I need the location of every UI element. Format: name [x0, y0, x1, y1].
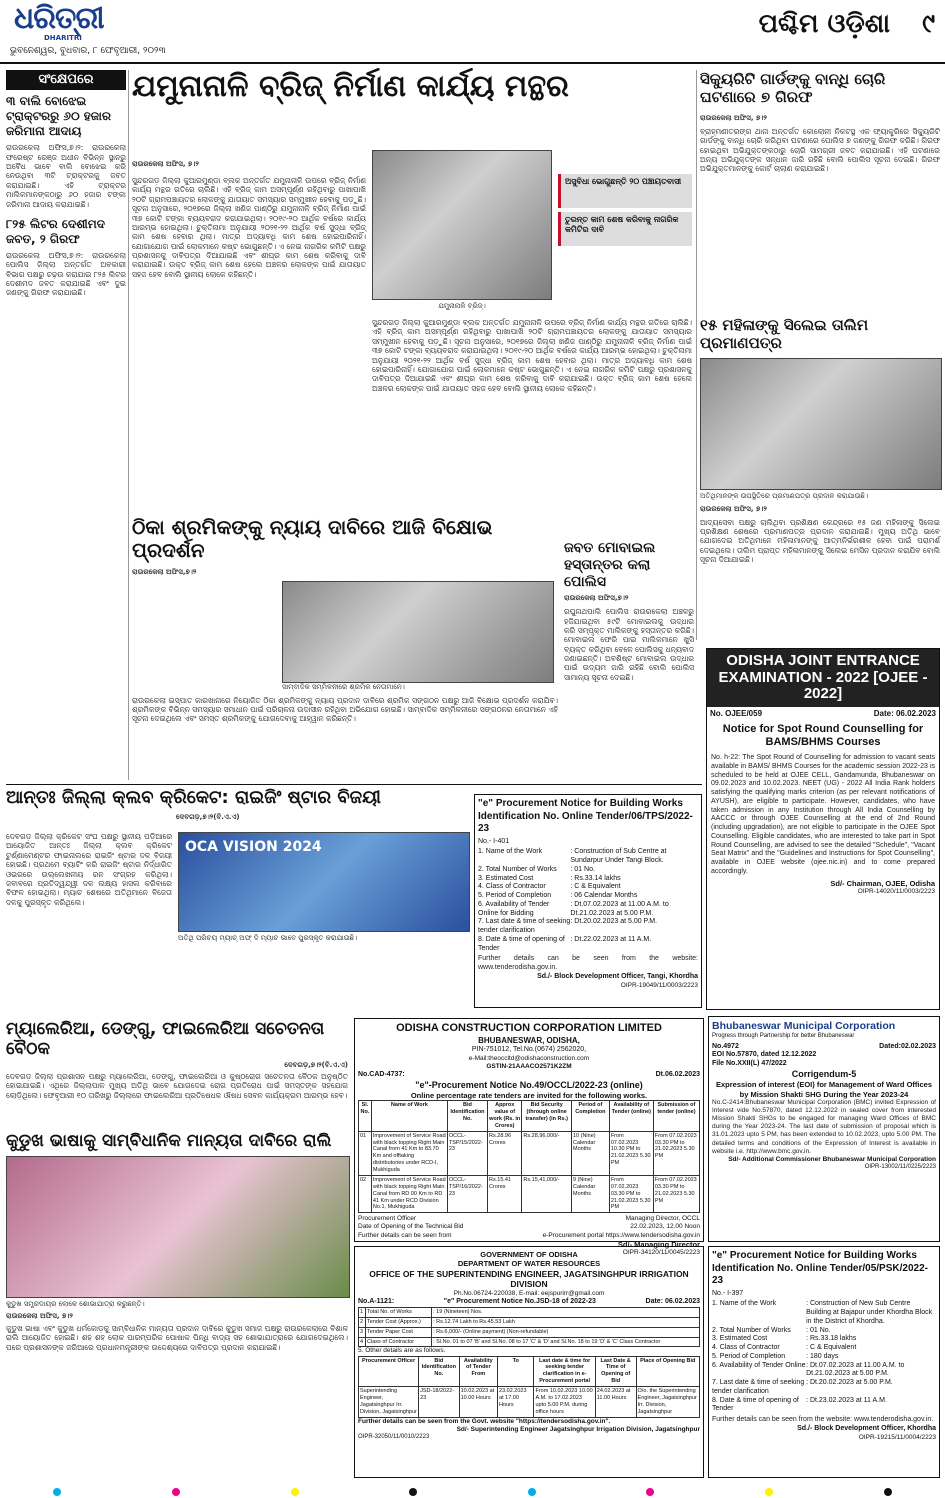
wr-notice-title: "e" Procurement Notice No.JSD-18 of 2022-23 — [443, 1298, 596, 1306]
occl-header-cell: Approx value of work (Rs. in Crores) — [488, 1101, 522, 1132]
bajapur-title: "e" Procurement Notice for Building Works Identification No. Online Tender/05/PSK/2022-23 — [712, 1250, 928, 1286]
wr-detail-cell: 24.02.2023 at 11.00 Hours — [595, 1387, 636, 1418]
cricket-banner: OCA VISION 2024 — [185, 839, 322, 855]
training-headline: ୧୫ ମହିଳାଙ୍କୁ ସିଲେଇ ତାଲିମ ପ୍ରମାଣପତ୍ର — [700, 316, 869, 352]
occl-header-cell: Period of Completion — [571, 1101, 609, 1132]
bmc-number: No.4972 — [712, 1042, 739, 1050]
bajapur-row-value: : 01 No. — [806, 1326, 831, 1334]
ojee-notice — [706, 648, 940, 1010]
workers-story — [132, 516, 558, 776]
page-number: ୯ — [922, 9, 935, 39]
bajapur-row-value: : Dt.07.02.2023 at 11.00 A.M. to Dt.21.02.2023 at 5.00 P.M. — [806, 1361, 905, 1378]
tangi-row-key: 6. Availability of Tender Online for Bidding — [478, 900, 550, 917]
registration-marks — [0, 1486, 945, 1498]
column-rule-2 — [696, 70, 697, 640]
bajapur-row-value: : Dt.23.02.2023 at 11 A.M. — [806, 1396, 887, 1404]
occl-table-row — [359, 1175, 700, 1212]
ojee-body: No. h-22: The Spot Round of Counselling for admission to vacant seats available in BAMS/ BHMS Courses for the academic session 2022-23 is scheduled to be held at OJEE CELL, Gandamunda, Bhubaneswar on 09.02.2023 and 10.02.2023. NEET (UG) - 2022 All India Rank holders satisfying the qualifying marks criterion (as per relevant notifications of AYUSH), are eligible to participate. However, candidates, who have taken admission in any Institution through All India Counselling by AACCC or through OJEE Counselling at the end of 2nd Round (including upgradation), are not eligible to participate in the OJEE Spot Counselling. Eligible candidates, who are interested to take part in Spot Round Counselling, are advised to see the detailed "Schedule", "Vacant Seat Matrix" and the "Guidelines and Instructions for Spot Counselling", available in OJEE website (ojee.nic.in) and to come prepared accordingly. — [711, 754, 935, 875]
wr-notice — [354, 1246, 704, 1478]
occl-table-cell: Improvement of Service Road with black topping Right Main Canal from 41 Km to 83.70 Km and offtaking distributories under RCD-I, Mukhiguda — [371, 1131, 447, 1175]
mobile-headline: ଜବତ ମୋବାଇଲ ହସ୍ତାନ୍ତର କଲା ପୋଲିସ — [564, 540, 656, 590]
occl-foot-6: e-Procurement portal https://www.tendersodisha.gov.in — [542, 1231, 700, 1239]
bajapur-row — [712, 1362, 936, 1380]
tangi-row — [478, 866, 698, 875]
occl-address: PIN-751012, Tel.No.(0674) 2562020, — [471, 1045, 587, 1053]
tangi-row — [478, 918, 698, 936]
wr-header-cell: Last Date & Time of Opening of Bid — [595, 1356, 636, 1387]
occl-sign: Sd/- Managing Director — [617, 1239, 700, 1249]
kurukh-story — [6, 1132, 348, 1484]
logo-subtitle: DHARITRI — [44, 34, 82, 42]
occl-city: BHUBANESWAR, ODISHA, — [478, 1035, 580, 1045]
reg-dot-black — [409, 1488, 417, 1496]
tangi-sign: Sd./- Block Development Officer, Tangi, Khordha — [537, 972, 698, 980]
tangi-row-key: 7. Last date & time of seeking tender clarification — [478, 918, 571, 934]
ojee-sign: Sd/- Chairman, OJEE, Odisha — [830, 878, 935, 888]
section-title: ପଶ୍ଚିମ ଓଡ଼ିଶା — [758, 9, 890, 39]
occl-table-cell: From 07.02.2023 03.30 PM to 21.02.2023 5.30 PM — [653, 1175, 699, 1212]
occl-table-cell: Rs.15,41,000/- — [522, 1175, 572, 1212]
reg-dot-yellow-2 — [765, 1488, 773, 1496]
ojee-number: No. OJEE/059 — [710, 708, 763, 718]
ojee-date: Date: 06.02.2023 — [873, 708, 936, 718]
wr-summary-table — [358, 1307, 700, 1348]
wr-summary-cell: 1 — [359, 1307, 366, 1317]
kurukh-body: କୁଡୁଖ ଭାଷା ଏବଂ କୁଡୁଖ ଧର୍ମକୋଡ଼କୁ ସାମ୍ବିଧାନିକ ମାନ୍ୟତା ପ୍ରଦାନ ଦାବିରେ କୁଡୁଖ ସମାଜ ପକ୍ଷରୁ ରାଉରକେଲାରେ ବିଶାଳ ରାଲି ଆୟୋଜିତ ହୋଇଛି। ଶହ ଶହ ଲୋକ ପାରମ୍ପରିକ ପୋଷାକ ପିନ୍ଧି ବାଦ୍ୟ ସହ ଶୋଭାଯାତ୍ରାରେ ଯୋଗଦେଇଥିଲେ। ପରେ ପ୍ରଶାସନଙ୍କ ଜରିଆରେ ପ୍ରଧାନମନ୍ତ୍ରୀଙ୍କ ଉଦ୍ଦେଶ୍ୟରେ ଦାବିପତ୍ର ପ୍ରଦାନ କରାଯାଇଛି। — [6, 1324, 348, 1352]
wr-summary-cell: : Sl.No. 01 to 07 'B' and Sl.No. 08 to 17 'C' & 'D' and Sl.No. 18 to 19 'D' & 'C' Class Contractor — [432, 1337, 700, 1347]
kurukh-headline: କୁଡୁଖ ଭାଷାକୁ ସାମ୍ବିଧାନିକ ମାନ୍ୟତା ଦାବିରେ ରାଲି — [6, 1131, 332, 1151]
bajapur-row-key: 4. Class of Contractor — [712, 1344, 780, 1351]
malaria-byline: ଦେବଗଡ଼,୭।୨(ବି.ଏ.ଏ) — [284, 1061, 348, 1070]
wr-header-cell: Bid Identification No. — [419, 1356, 460, 1387]
brief-body-1: ରାଉରକେଲା ଅଫିସ,୭।୨: ରାଉରକେଲା ଫରେଷ୍ଟ ରେଞ୍ଜ ଅଧୀନ ବିଭିନ୍ନ ସ୍ଥାନରୁ ଅବୈଧ ଭାବେ ବାଲି ବୋଝେଇ କରି ନେଉଥିବା ୩ଟି ଟ୍ରାକ୍ଟରକୁ ଜବତ କରାଯାଇଛି। ଏହି ଟ୍ରାକ୍ଟର ମାଲିକମାନଙ୍କଠାରୁ ୬୦ ହଜାର ଟଙ୍କା ଜରିମାନା ଆଦାୟ କରାଯାଇଛି। — [6, 143, 126, 209]
malaria-story — [6, 1020, 348, 1130]
occl-foot-5: Further details can be seen from — [358, 1231, 452, 1239]
reg-dot-cyan — [53, 1488, 61, 1496]
occl-table-cell: Improvement of Service Road with black topping Right Main Canal from RD 00 Km to RD 41 Km under RCD Division No.1, Mukhiguda — [371, 1175, 447, 1212]
occl-title: ODISHA CONSTRUCTION CORPORATION LIMITED — [396, 1022, 662, 1034]
ojee-code: OIPR-14020/11/0003/2223 — [857, 887, 935, 895]
kurukh-byline: ରାଉରକେଲା ଅଫିସ, ୭।୨ — [6, 1312, 73, 1321]
wr-summary-cell: : 19 (Nineteen) Nos. — [432, 1307, 700, 1317]
wr-summary-row — [359, 1317, 700, 1327]
training-story — [700, 316, 940, 644]
lead-point-2: ତୁରନ୍ତ କାମ ଶେଷ କରିବାକୁ ନାଗରିକ କମିଟିର ଦାବି — [558, 212, 692, 246]
bajapur-row — [712, 1335, 936, 1344]
occl-foot-3: Date of Opening of the Technical Bid — [358, 1223, 464, 1231]
bajapur-code: OIPR-19215/11/0004/2223 — [858, 1433, 936, 1441]
occl-notice-title: "e"-Procurement Notice No.49/OCCL/2022-23 (online) — [415, 1079, 643, 1090]
occl-header-cell: Sl. No. — [359, 1101, 372, 1132]
tangi-row — [478, 892, 698, 901]
wr-footer: Further details can be seen from the Govt. website "https://tendersodisha.gov.in". — [358, 1417, 611, 1425]
occl-header-cell: Submission of tender (online) — [653, 1101, 699, 1132]
column-rule-1 — [128, 70, 129, 780]
lead-byline: ରାଉରକେଲା ଅଫିସ, ୭।୨ — [132, 160, 199, 168]
workers-byline: ରାଉରକେଲା ଅଫିସ,୭।୨ — [132, 568, 197, 576]
tangi-title: "e" Procurement Notice for Building Works Identification No. Online Tender/06/TPS/2022-23 — [478, 798, 693, 834]
cricket-story — [6, 788, 470, 1016]
tangi-row-value: : C & Equivalent — [570, 883, 621, 891]
wr-header-cell: Availability of Tender From — [459, 1356, 497, 1387]
wr-summary-row — [359, 1327, 700, 1337]
tangi-row-key: 3. Estimated Cost — [478, 874, 534, 882]
bajapur-row-key: 5. Period of Completion — [712, 1352, 786, 1360]
occl-table-cell: 02 — [359, 1175, 372, 1212]
bajapur-number: No.- I-397 — [712, 1289, 744, 1297]
brief-body-2: ରାଉରକେଲା ଅଫିସ,୭।୨: ରାଉରକେଲା ପୋଲିସ ଜିଲ୍ଲା ଅନ୍ତର୍ଗତ ଅବକାରୀ ବିଭାଗ ପକ୍ଷରୁ ଚଢ଼ଉ କରାଯାଇ ୮୨୫ ଲିଟର ଦେଶୀମଦ ଜବତ କରାଯାଇଛି ଏବଂ ଦୁଇ ଜଣଙ୍କୁ ଗିରଫ କରାଯାଇଛି। — [6, 250, 126, 298]
wr-summary-cell: 4 — [359, 1337, 366, 1347]
reg-dot-magenta-2 — [646, 1488, 654, 1496]
tangi-footer: Further details can be seen from the website: www.tenderodisha.gov.in. — [478, 955, 698, 971]
occl-table-cell: From 07.02.2023 03.30 PM to 21.02.2023 5.30 PM — [653, 1131, 699, 1175]
cricket-photo — [178, 832, 470, 932]
wr-header-cell: To — [498, 1356, 534, 1387]
masthead-rule — [0, 62, 945, 64]
mobile-body: ରଘୁନାଥପାଲି ପୋଲିସ ରାଉରକେଲା ଅଞ୍ଚଳରୁ ହଜିଯାଇଥିବା ୫୯ଟି ମୋବାଇଲକୁ ଉଦ୍ଧାର କରି ସମ୍ପୃକ୍ତ ମାଲିକଙ୍କୁ ହସ୍ତାନ୍ତର କରିଛି। ମୋବାଇଲ ଫେରି ପାଇ ମାଲିକମାନେ ଖୁସି ବ୍ୟକ୍ତ କରିଥିବା ବେଳେ ପୋଲିସକୁ ଧନ୍ୟବାଦ ଜଣାଇଛନ୍ତି। ଅବଶିଷ୍ଟ ମୋବାଇଲ ଉଦ୍ଧାର ପାଇଁ ଉଦ୍ୟମ ଜାରି ରହିଛି ବୋଲି ପୋଲିସ ସାମାନ୍ୟ ସୂଚନା ଦେଇଛି। — [564, 607, 694, 682]
training-caption: ଅତିଥିମାନଙ୍କ ଉପସ୍ଥିତିରେ ପ୍ରମାଣପତ୍ର ପ୍ରଦାନ କରାଯାଉଛି। — [700, 492, 868, 500]
bajapur-row-key: 2. Total Number of Works — [712, 1326, 791, 1334]
occl-email: e-Mail:theoccltd@odishaconstruction.com — [468, 1054, 590, 1062]
occl-date: Dt.06.02.2023 — [655, 1070, 700, 1078]
tangi-row — [478, 848, 698, 866]
masthead — [0, 0, 945, 64]
workers-caption: ସାମ୍ବାଦିକ ସମ୍ମିଳନୀରେ ଶ୍ରମିକ ନେତାମାନେ। — [282, 682, 405, 691]
bajapur-footer: Further details can be seen from the website: www.tenderodisha.gov.in. — [712, 1416, 934, 1423]
security-body: ବ୍ରାହ୍ମଣୀତରଙ୍ଗ ଥାନା ଅନ୍ତର୍ଗତ କୋଲୋନୀ ନିକଟସ୍ଥ ଏକ ଫ୍ୟାକ୍ଟ୍ରିରେ ସିକ୍ୟୁରିଟି ଗାର୍ଡଙ୍କୁ ବାନ୍ଧି ଚୋରି କରିଥିବା ଘଟଣାରେ ପୋଲିସ ୭ ଜଣଙ୍କୁ ଗିରଫ କରିଛି। ଗିରଫ ହୋଇଥିବା ଅଭିଯୁକ୍ତଙ୍କଠାରୁ ଚୋରି ସାମଗ୍ରୀ ଜବତ କରାଯାଇଛି। ଏହି ଘଟଣାରେ ଅନ୍ୟ ଅଭିଯୁକ୍ତଙ୍କ ସନ୍ଧାନ ଜାରି ରହିଛି ବୋଲି ପୋଲିସ ସୂଚନା ଦେଇଛି। ଗିରଫ ଅଭିଯୁକ୍ତମାନଙ୍କୁ କୋର୍ଟ ଚାଲାଣ କରାଯାଇଛି। — [700, 126, 940, 174]
occl-table-cell: From 07.02.2023 03.30 PM to 21.02.2023 5.30 PM — [609, 1175, 653, 1212]
bmc-file: File No.XXII(L) 47/2022 — [712, 1060, 787, 1068]
brief-label: ସଂକ୍ଷେପରେ — [6, 70, 126, 90]
tangi-row-key: 4. Class of Contractor — [478, 883, 546, 891]
bajapur-notice — [708, 1246, 940, 1478]
occl-table-cell: Rs.15.41 Crores — [488, 1175, 522, 1212]
section-rule-1 — [6, 784, 702, 785]
kurukh-caption: କୁଡୁଖ ସମ୍ପ୍ରଦାୟର ଲୋକେ ଶୋଭାଯାତ୍ରା କରୁଛନ୍ତି। — [6, 1299, 145, 1308]
bmc-dated: Dated:02.02.2023 — [879, 1042, 936, 1050]
occl-table-cell: From 07.02.2023 10.30 PM to 21.02.2023 5.30 PM — [609, 1131, 653, 1175]
occl-subtitle: Online percentage rate tenders are invited for the following works. — [410, 1090, 648, 1100]
bmc-body: No.C-2414:Bhubaneswar Municipal Corporation (BMC) invited Expression of Interest vide No.57870, dated 12.12.2022 in sealed cover from interested Mission Shakti SHGs to be engaged for managing Ward Offices of BMC during the Year 2023-24. The last date of submission of proposal which is 31.01.2023 upto 5 PM, has been extended to 10.02.2023, upto 5.00 PM. The detailed terms and conditions of the Expression of Interest is available in website i.e. http://www.bmc.gov.in. — [712, 1098, 936, 1155]
occl-gst: GSTIN-21AAACO2571K2ZM — [486, 1062, 572, 1070]
bmc-corrigendum: Corrigendum-5 — [791, 1068, 857, 1079]
occl-table-row — [359, 1131, 700, 1175]
wr-detail-cell: O/o. the Superintending Engineer, Jagatsinghpur Irr. Division, Jagatsinghpur — [636, 1387, 699, 1418]
wr-summary-cell: : Rs.6,000/- (Online payment) (Non-refundable) — [432, 1327, 700, 1337]
wr-detail-table — [358, 1356, 700, 1418]
tangi-row — [478, 901, 698, 919]
tangi-row — [478, 875, 698, 884]
wr-summary-cell: Tender Paper Cost — [366, 1327, 432, 1337]
occl-foot-2: Managing Director, OCCL — [625, 1215, 700, 1223]
wr-summary-row — [359, 1337, 700, 1347]
training-body: ଆଦ୍ୟସେବା ପକ୍ଷରୁ ଚାଲିଥିବା ପ୍ରଶିକ୍ଷଣ କେନ୍ଦ୍ରରେ ୧୫ ଜଣ ମହିଳାଙ୍କୁ ସିଲେଇ ପ୍ରଶିକ୍ଷଣ ଶେଷରେ ପ୍ରମାଣପତ୍ର ପ୍ରଦାନ କରାଯାଇଛି। ମୁଖ୍ୟ ଅତିଥି ଭାବେ ଯୋଗଦେଇ ଅତିଥିମାନେ ମହିଳାମାନଙ୍କୁ ଆତ୍ମନିର୍ଭରଶୀଳ ହେବା ପାଇଁ ପରାମର୍ଶ ଦେଇଥିଲେ। ତାଲିମ ପ୍ରାପ୍ତ ମହିଳାମାନଙ୍କୁ ସିଲେଇ ମେସିନ ପ୍ରଦାନ କରାଯିବ ବୋଲି ସୂଚନା ଦିଆଯାଇଛି। — [700, 517, 940, 564]
occl-header-cell: Availability of Tender (online) — [609, 1101, 653, 1132]
ojee-title: ODISHA JOINT ENTRANCE EXAMINATION - 2022 [OJEE - 2022] — [707, 649, 939, 707]
training-photo — [700, 358, 942, 490]
wr-detail-cell: Superintending Engineer, Jagatsinghpur Irr. Division, Jagatsinghpur — [359, 1387, 419, 1418]
reg-dot-black-2 — [884, 1488, 892, 1496]
tangi-notice — [474, 794, 702, 1008]
reg-dot-yellow — [291, 1488, 299, 1496]
tangi-row-key: 1. Name of the Work — [478, 848, 543, 856]
brief-headline-2: ୮୨୫ ଲିଟର ଦେଶୀମଦ ଜବତ, ୨ ଗିରଫ — [6, 216, 105, 246]
cricket-body: ଦେବଗଡ଼ ଜିଲ୍ଲା କ୍ରିକେଟ ସଂଘ ପକ୍ଷରୁ ସ୍ଥାନୀୟ ପଡ଼ିଆରେ ଆୟୋଜିତ ଆନ୍ତଃ ଜିଲ୍ଲା କ୍ଲବ କ୍ରିକେଟ ଟୁର୍ଣ୍ଣାମେଣ୍ଟର ଫାଇନାଲରେ ରାଇଜିଂ ଷ୍ଟାର ଦଳ ବିଜୟୀ ହୋଇଛି। ପ୍ରଥମେ ବ୍ୟାଟିଂ କରି ରାଇଜିଂ ଷ୍ଟାର ନିର୍ଦ୍ଧାରିତ ଓଭରରେ ଉଲ୍ଲେଖନୀୟ ରନ ସଂଗ୍ରହ କରିଥିଲା। ଜବାବରେ ପ୍ରତିଦ୍ୱନ୍ଦ୍ୱୀ ଦଳ ଲକ୍ଷ୍ୟ ହାସଲ କରିବାରେ ବିଫଳ ହୋଇଥିଲା। ମ୍ୟାଚ ଶେଷରେ ଅତିଥିମାନେ ବିଜେତା ଦଳକୁ ପୁରସ୍କୃତ କରିଥିଲେ। — [6, 832, 172, 907]
wr-summary-row — [359, 1307, 700, 1317]
bajapur-row-key: 7. Last date & time of seeking tender clarification — [712, 1379, 805, 1395]
workers-photo — [282, 581, 554, 683]
tangi-row-value: : Dt.22.02.2023 at 11 A.M. — [570, 935, 652, 943]
ojee-notice-title: Notice for Spot Round Counselling for BAMS/BHMS Courses — [722, 722, 924, 749]
reg-dot-magenta — [172, 1488, 180, 1496]
tangi-number: No.- I-401 — [478, 837, 510, 845]
occl-foot-1: Procurement Officer — [358, 1215, 417, 1223]
occl-table-cell: 10 (Nine) Calendar Months — [571, 1131, 609, 1175]
tangi-rows — [478, 848, 698, 953]
bmc-code: OIPR-13002/11/0225/2223 — [864, 1163, 936, 1170]
cricket-headline: ଆନ୍ତଃ ଜିଲ୍ଲା କ୍ଲବ କ୍ରିକେଟ: ରାଇଜିଂ ଷ୍ଟାର ବିଜୟୀ — [6, 787, 381, 808]
wr-office: OFFICE OF THE SUPERINTENDING ENGINEER, JAGATSINGHPUR IRRIGATION DIVISION — [369, 1268, 689, 1290]
tangi-row-key: 8. Date & time of opening of Tender — [478, 935, 565, 952]
wr-summary-cell: 2 — [359, 1317, 366, 1327]
occl-table-cell: OCCL-TSP/16/2022-23 — [447, 1175, 487, 1212]
wr-summary-cell: Total No. of Works — [366, 1307, 432, 1317]
bajapur-row-key: 3. Estimated Cost — [712, 1335, 768, 1343]
bajapur-rows — [712, 1300, 936, 1414]
lead-photo-caption: ଯମୁନାନାଳି ବ୍ରିଜ୍। — [438, 302, 486, 310]
tangi-row-value: : Construction of Sub Centre at Sundarpur Under Tangi Block. — [570, 848, 667, 864]
lead-point-1: ଅସୁବିଧା ଭୋଗୁଛନ୍ତି ୨୦ ପଞ୍ଚାୟତବାସୀ — [558, 174, 692, 208]
wr-detail-cell: From 10.02.2023 10.00 A.M. to 17.02.2023 upto 5.00 P.M. during office hours — [534, 1387, 595, 1418]
wr-detail-cell: 10.02.2023 at 10.00 Hours — [459, 1387, 497, 1418]
tangi-row-key: 2. Total Number of Works — [478, 865, 557, 873]
tangi-row-value: : Dt.20.02.2023 at 5.00 P.M. — [570, 918, 658, 926]
wr-summary-cell: Class of Contractor — [366, 1337, 432, 1347]
bmc-sign: Sd/- Additional Commissioner Bhubaneswar Municipal Corporation — [728, 1155, 936, 1163]
wr-contact: Ph.No.06724-220038, E-mail: eejspurirr@gmail.com — [453, 1290, 605, 1297]
mobile-byline: ରାଉରକେଲା ଅଫିସ,୭।୨ — [564, 594, 629, 603]
workers-headline: ଠିକା ଶ୍ରମିକଙ୍କୁ ନ୍ୟାୟ ଦାବିରେ ଆଜି ବିକ୍ଷୋଭ ପ୍ରଦର୍ଶନ — [132, 515, 493, 562]
occl-table-cell: 9 (Nine) Calendar Months — [571, 1175, 609, 1212]
bmc-subject: Expression of interest (EOI) for Management of Ward Offices by Mission Shakti SHG During the Year 2023-24 — [715, 1080, 932, 1099]
tangi-row-value: : Dt.07.02.2023 at 11.00 A.M. to Dt.21.02.2023 at 5.00 P.M. — [570, 900, 669, 917]
wr-date: Date: 06.02.2023 — [645, 1298, 700, 1306]
bmc-notice — [708, 1016, 940, 1242]
bajapur-row — [712, 1397, 936, 1415]
occl-header-cell: Name of Work — [371, 1101, 447, 1132]
occl-header-cell: Bid Security (through online transfer) (in Rs.) — [522, 1101, 572, 1132]
bajapur-row — [712, 1353, 936, 1362]
reg-dot-cyan-2 — [528, 1488, 536, 1496]
occl-header-cell: Bid Identification No. — [447, 1101, 487, 1132]
dateline: ଭୁବନେଶ୍ୱର, ବୁଧବାର, ୮ ଫେବୃଆରୀ, ୨୦୨୩ — [10, 46, 166, 56]
tangi-row — [478, 936, 698, 954]
bajapur-sign: Sd./- Block Development Officer, Khordha — [797, 1424, 936, 1432]
wr-other: 5. Other details are as follows. — [358, 1347, 446, 1355]
newspaper-logo: ଧରିତ୍ରୀ — [14, 1, 104, 36]
bajapur-row — [712, 1300, 936, 1326]
bmc-title: Bhubaneswar Municipal Corporation — [712, 1020, 896, 1032]
bajapur-row-key: 8. Date & time of opening of Tender — [712, 1396, 799, 1413]
occl-table — [358, 1100, 700, 1213]
occl-table-cell: Rs.28,96,000/- — [522, 1131, 572, 1175]
tangi-row-value: : 01 No. — [570, 865, 595, 873]
bajapur-row — [712, 1327, 936, 1336]
wr-summary-cell: : Rs.12.74 Lakh to Rs.45.53 Lakh — [432, 1317, 700, 1327]
lead-photo — [372, 150, 552, 300]
brief-column — [6, 70, 126, 790]
wr-detail-cell: JSD-18/2022-23 — [419, 1387, 460, 1418]
lead-headline: ଯମୁନାନାଳି ବ୍ରିଜ୍ ନିର୍ମାଣ କାର୍ଯ୍ୟ ମନ୍ଥର — [132, 69, 569, 104]
cricket-byline: ଦେବଗଡ଼,୭।୨(ବି.ଏ.ଏ) — [176, 812, 240, 821]
bajapur-row — [712, 1344, 936, 1353]
training-byline: ରାଉରକେଲା ଅଫିସ, ୭।୨ — [700, 504, 767, 513]
workers-body: ରାଉରକେଲା ଇସ୍ପାତ କାରଖାନାରେ ନିୟୋଜିତ ଠିକା ଶ୍ରମିକଙ୍କୁ ନ୍ୟାୟ ପ୍ରଦାନ ଦାବିରେ ଶ୍ରମିକ ସଙ୍ଗଠନ ପକ୍ଷରୁ ଆଜି ବିକ୍ଷୋଭ ପ୍ରଦର୍ଶନ କରାଯିବ। ଶ୍ରମିକଙ୍କ ବିଭିନ୍ନ ସମସ୍ୟାର ସମାଧାନ ପାଇଁ ପରିଚାଳନା ଉଦାସୀନ ରହିଥିବା ଅଭିଯୋଗ ହୋଇଛି। ସାମ୍ବାଦିକ ସମ୍ମିଳନୀରେ ସଙ୍ଗଠନର ନେତାମାନେ ଏହି ସୂଚନା ଦେଇଥିଲେ ଏବଂ ସମସ୍ତ ଶ୍ରମିକଙ୍କୁ ଯୋଗଦେବାକୁ ଆହ୍ୱାନ କରିଛନ୍ତି। — [132, 695, 558, 724]
malaria-headline: ମ୍ୟାଲେରିଆ, ଡେଙ୍ଗୁ, ଫାଇଲେରିଆ ସଚେତନତା ବୈଠକ — [6, 1019, 325, 1059]
cricket-caption: ଅତିଥି ପରିଚୟ ମ୍ୟାଚ୍ ଅଫ୍ ଦି ମ୍ୟାଚ ଭାବେ ପୁରସ୍କୃତ କରାଯାଉଛି। — [178, 934, 358, 942]
wr-dept: DEPARTMENT OF WATER RESOURCES — [457, 1259, 601, 1269]
bmc-tagline: Progress through Partnership for better Bhubaneswar — [712, 1033, 855, 1040]
bajapur-row-value: : Construction of New Sub Centre Building at Bajapur under Khordha Block in the District of Khordha. — [806, 1300, 933, 1325]
occl-number: No.CAD-4737: — [358, 1070, 405, 1078]
wr-sign: Sd/- Superintending Engineer Jagatsinghpur Irrigation Division, Jagatsinghpur — [456, 1425, 700, 1433]
bajapur-row-value: : Dt.20.02.2023 at 5.00 P.M. — [806, 1379, 893, 1386]
wr-gov: GOVERNMENT OF ODISHA — [480, 1250, 578, 1259]
lead-story — [132, 70, 692, 510]
wr-summary-cell: Tender Cost (Approx.) — [366, 1317, 432, 1327]
brief-headline-1: ୩ ବାଲି ବୋଝେଇ ଟ୍ରାକ୍ଟରରୁ ୬୦ ହଜାର ଜରିମାନା ଆଦାୟ — [6, 94, 111, 139]
bmc-eoi: EOI No.57870, dated 12.12.2022 — [712, 1051, 817, 1059]
wr-code: OIPR-32050/11/0010/2223 — [358, 1433, 430, 1440]
bajapur-row-value: : C & Equivalent — [806, 1344, 857, 1351]
mobile-story — [564, 540, 694, 780]
occl-code: OIPR-34120/11/0045/2223 — [622, 1249, 700, 1256]
occl-table-cell: OCCL-TSP/15/2022-23 — [447, 1131, 487, 1175]
security-byline: ରାଉରକେଲା ଅଫିସ, ୭।୨ — [700, 114, 767, 122]
tangi-code: OIPR-19049/11/0003/2223 — [620, 981, 698, 989]
tangi-row-key: 5. Period of Completion — [478, 892, 552, 899]
bajapur-row-key: 6. Availability of Tender Online — [712, 1361, 806, 1369]
tangi-row-value: : 06 Calendar Months — [570, 892, 638, 899]
bajapur-row-value: : 180 days — [806, 1352, 839, 1360]
wr-number: No.A-1121: — [358, 1298, 395, 1306]
occl-foot-4: 22.02.2023, 12.00 Noon — [630, 1223, 700, 1231]
wr-header-cell: Procurement Officer — [359, 1356, 419, 1387]
tangi-row — [478, 883, 698, 892]
wr-summary-cell: 3 — [359, 1327, 366, 1337]
security-headline: ସିକ୍ୟୁରିଟି ଗାର୍ଡଙ୍କୁ ବାନ୍ଧି ଚୋରି ଘଟଣାରେ ୭ ଗିରଫ — [700, 70, 886, 106]
occl-table-cell: Rs.28.96 Crores — [488, 1131, 522, 1175]
occl-table-cell: 01 — [359, 1131, 372, 1175]
bajapur-row-value: : Rs.33.18 lakhs — [806, 1335, 857, 1343]
bajapur-row — [712, 1379, 936, 1397]
wr-detail-cell: 23.02.2023 at 17.00 Hours — [498, 1387, 534, 1418]
tangi-row-value: : Rs.33.14 lakhs — [570, 874, 621, 882]
wr-header-cell: Last date & time for seeking tender clarification in e-Procurement portal — [534, 1356, 595, 1387]
lead-body-cont: ସୁନ୍ଦରଗଡ଼ ଜିଲ୍ଲା କୁଆରମୁଣ୍ଡା ବ୍ଲକ ଅନ୍ତର୍ଗତ ଯମୁନାନାଳି ଉପରେ ବ୍ରିଜ୍ ନିର୍ମାଣ କାର୍ଯ୍ୟ ମନ୍ଥର ଗତିରେ ଚାଲିଛି। ଏହି ବ୍ରିଜ୍ କାମ ଅସମ୍ପୂର୍ଣ୍ଣ ରହିଥିବାରୁ ପାଖାପାଖି ୨୦ଟି ଗ୍ରାମପଞ୍ଚାୟତର ଲୋକଙ୍କୁ ଯାତାୟାତ ସମସ୍ୟାର ସମ୍ମୁଖୀନ ହେବାକୁ ପଡ଼ୁଛି। ସୂଚନା ଅନୁସାରେ, ୨୦୧୭ରେ ଜିଲ୍ଲା ଖଣିଜ ପାଣ୍ଠିରୁ ଯମୁନାନାଳି ବ୍ରିଜ୍ ନିର୍ମାଣ ପାଇଁ ୩୭ କୋଟି ଟଙ୍କା ବ୍ୟୟବରାଦ କରାଯାଇଥିଲା। ୨୦୧୯-୨୦ ଆର୍ଥିକ ବର୍ଷରେ କାର୍ଯ୍ୟ ଆରମ୍ଭ ହୋଇଥିଲା। ଚୁକ୍ତିନାମା ଅନୁଯାୟୀ ୨୦୨୧-୨୨ ଆର୍ଥିକ ବର୍ଷ ସୁଦ୍ଧା ବ୍ରିଜ୍ କାମ ଶେଷ ହେବାର ଥିଲା। ମାତ୍ର ଅଦ୍ୟାବଧି କାମ ଶେଷ ହୋଇପାରିନାହିଁ। ଯୋଗାଯୋଗ ପାଇଁ ଲୋକମାନେ କଷ୍ଟ ଭୋଗୁଛନ୍ତି। ଏ ନେଇ ନାଗରିକ କମିଟି ପକ୍ଷରୁ ପ୍ରଶାସନକୁ ଦାବିପତ୍ର ଦିଆଯାଇଛି ଏବଂ ଶୀଘ୍ର କାମ ଶେଷ କରିବାକୁ ଦାବି କରାଯାଇଛି। ଉକ୍ତ ବ୍ରିଜ୍ କାମ ଶେଷ ହେଲେ ଅଞ୍ଚଳର ଲୋକଙ୍କ ପାଇଁ ଯାତାୟାତ ସହଜ ହେବ ବୋଲି ସ୍ଥାନୀୟ ଲୋକେ କହିଛନ୍ତି। — [372, 318, 692, 393]
malaria-body: ଦେବଗଡ଼ ଜିଲ୍ଲା ପ୍ରଶାସନ ପକ୍ଷରୁ ମ୍ୟାଲେରିଆ, ଡେଙ୍ଗୁ, ଫାଇଲେରିଆ ଓ କୁଷ୍ଠରୋଗ ସଚେତନତା ବୈଠକ ଅନୁଷ୍ଠିତ ହୋଇଯାଇଛି। ଏଥିରେ ଜିଲ୍ଲାପାଳ ମୁଖ୍ୟ ଅତିଥି ଭାବେ ଯୋଗଦେଇ ରୋଗ ପ୍ରତିରୋଧ ପାଇଁ ସମସ୍ତଙ୍କ ସହଯୋଗ ଲୋଡ଼ିଥିଲେ। ଫେବୃଆରୀ ୧୦ ତାରିଖରୁ ଜିଲ୍ଲାରେ ଫାଇଲେରିଆ ପ୍ରତିଷେଧକ ଔଷଧ ସେବନ କାର୍ଯ୍ୟକ୍ରମ ଆରମ୍ଭ ହେବ। — [6, 1071, 348, 1100]
kurukh-photo — [6, 1156, 350, 1298]
lead-body: ସୁନ୍ଦରଗଡ଼ ଜିଲ୍ଲା କୁଆରମୁଣ୍ଡା ବ୍ଲକ ଅନ୍ତର୍ଗତ ଯମୁନାନାଳି ଉପରେ ବ୍ରିଜ୍ ନିର୍ମାଣ କାର୍ଯ୍ୟ ମନ୍ଥର ଗତିରେ ଚାଲିଛି। ଏହି ବ୍ରିଜ୍ କାମ ଅସମ୍ପୂର୍ଣ୍ଣ ରହିଥିବାରୁ ପାଖାପାଖି ୨୦ଟି ଗ୍ରାମପଞ୍ଚାୟତର ଲୋକଙ୍କୁ ଯାତାୟାତ ସମସ୍ୟାର ସମ୍ମୁଖୀନ ହେବାକୁ ପଡ଼ୁଛି। ସୂଚନା ଅନୁସାରେ, ୨୦୧୭ରେ ଜିଲ୍ଲା ଖଣିଜ ପାଣ୍ଠିରୁ ଯମୁନାନାଳି ବ୍ରିଜ୍ ନିର୍ମାଣ ପାଇଁ ୩୭ କୋଟି ଟଙ୍କା ବ୍ୟୟବରାଦ କରାଯାଇଥିଲା। ୨୦୧୯-୨୦ ଆର୍ଥିକ ବର୍ଷରେ କାର୍ଯ୍ୟ ଆରମ୍ଭ ହୋଇଥିଲା। ଚୁକ୍ତିନାମା ଅନୁଯାୟୀ ୨୦୨୧-୨୨ ଆର୍ଥିକ ବର୍ଷ ସୁଦ୍ଧା ବ୍ରିଜ୍ କାମ ଶେଷ ହେବାର ଥିଲା। ମାତ୍ର ଅଦ୍ୟାବଧି କାମ ଶେଷ ହୋଇପାରିନାହିଁ। ଯୋଗାଯୋଗ ପାଇଁ ଲୋକମାନେ କଷ୍ଟ ଭୋଗୁଛନ୍ତି। ଏ ନେଇ ନାଗରିକ କମିଟି ପକ୍ଷରୁ ପ୍ରଶାସନକୁ ଦାବିପତ୍ର ଦିଆଯାଇଛି ଏବଂ ଶୀଘ୍ର କାମ ଶେଷ କରିବାକୁ ଦାବି କରାଯାଇଛି। ଉକ୍ତ ବ୍ରିଜ୍ କାମ ଶେଷ ହେଲେ ଅଞ୍ଚଳର ଲୋକଙ୍କ ପାଇଁ ଯାତାୟାତ ସହଜ ହେବ ବୋଲି ସ୍ଥାନୀୟ ଲୋକେ କହିଛନ୍ତି। — [132, 176, 366, 279]
wr-header-cell: Place of Opening Bid — [636, 1356, 699, 1387]
bajapur-row-key: 1. Name of the Work — [712, 1300, 777, 1308]
security-story — [700, 70, 940, 310]
